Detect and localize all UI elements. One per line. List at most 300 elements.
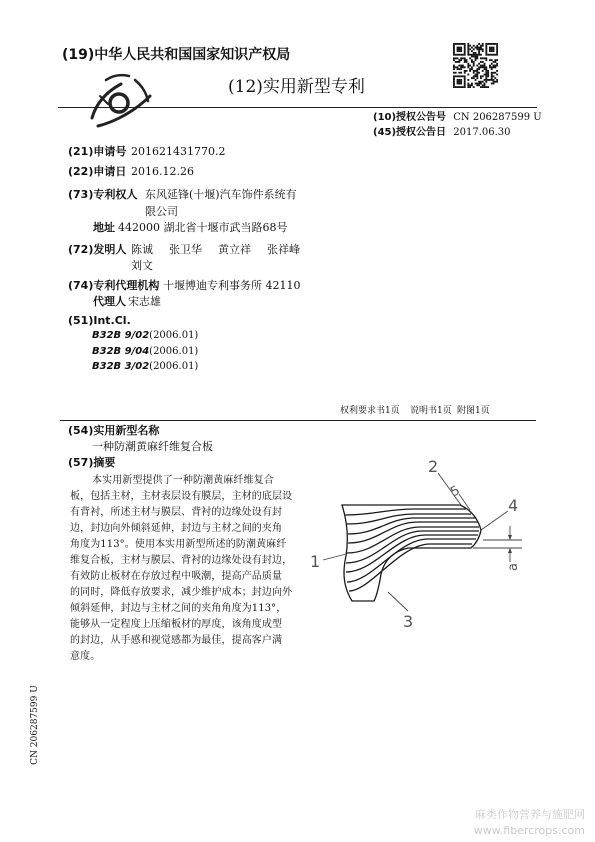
qr-module [460,59,462,61]
qr-module [493,75,495,77]
qr-module [460,66,462,68]
qr-module [475,83,477,85]
title-label: (54)实用新型名称 [68,424,160,437]
int-cl-label: (51)Int.Cl. [68,314,131,327]
qr-module [475,54,477,56]
application-number: 201621431770.2 [131,145,226,158]
utility-model-title: 一种防潮黄麻纤维复合板 [92,440,213,453]
qr-module [458,75,460,77]
qr-module [453,59,455,61]
abstract-line: 倾斜延伸，封边与主材之间的夹角角度为113°， [70,603,287,614]
figure-label-5: 5 [448,483,463,501]
qr-module [496,50,498,52]
figure-label-1: 1 [310,552,321,571]
qr-module [485,52,487,54]
qr-module [469,45,471,47]
agency-label: (74)专利代理机构 [68,279,160,292]
qr-module [467,50,469,52]
qr-module [453,83,455,85]
qr-module [453,84,455,86]
qr-module [455,54,457,56]
qr-module [458,43,460,45]
qr-module [480,83,482,85]
qr-module [457,48,459,50]
qr-module [464,52,466,54]
qr-module [491,72,493,74]
qr-module [491,59,493,61]
qr-module [471,61,473,63]
qr-module [496,70,498,72]
qr-module [476,77,478,79]
qr-module [485,81,487,83]
qr-module [460,65,462,67]
qr-module [478,63,480,65]
qr-module [476,65,478,67]
qr-module [493,61,495,63]
qr-module [482,86,484,88]
qr-module [482,48,484,50]
agency: 十堰博迪专利事务所 42110 [163,279,301,292]
inventor-name: 张卫华 [169,243,202,256]
qr-module [487,54,489,56]
qr-module [489,43,491,45]
qr-module [467,65,469,67]
qr-module [485,72,487,74]
qr-module [467,63,469,65]
section-rule [60,420,536,421]
qr-module [476,75,478,77]
qr-module [462,75,464,77]
qr-module [471,56,473,58]
agent: 宋志雄 [128,295,161,308]
figure-arrowhead [508,535,512,540]
qr-module [453,75,455,77]
figure-arrowhead [508,548,512,553]
qr-module [453,43,455,45]
qr-module [471,77,473,79]
qr-module [478,43,480,45]
qr-module [455,75,457,77]
qr-module [455,43,457,45]
qr-module [464,50,466,52]
abstract-figure [300,450,535,640]
qr-module [453,86,455,88]
qr-module [476,48,478,50]
ipc-version: (2006.01) [149,330,199,341]
qr-module [467,66,469,68]
qr-module [460,48,462,50]
qr-module [491,47,493,49]
cnipa-logo [86,70,156,130]
qr-module [491,54,493,56]
qr-module [484,86,486,88]
qr-module [478,83,480,85]
qr-module [475,57,477,59]
qr-module [476,45,478,47]
qr-module [485,86,487,88]
qr-module [455,72,457,74]
qr-module [458,72,460,74]
qr-module [458,47,460,49]
qr-module [482,70,484,72]
qr-module [482,57,484,59]
ipc-version: (2006.01) [149,346,199,357]
qr-module [491,77,493,79]
patentee-line: 东风延锋(十堰)汽车饰件系统有 [145,188,297,201]
qr-module [460,68,462,70]
figure-leader-line [323,554,346,560]
qr-module [455,61,457,63]
qr-module [453,52,455,54]
qr-module [475,56,477,58]
qr-module [455,86,457,88]
qr-module [464,47,466,49]
qr-module [494,61,496,63]
qr-module [496,45,498,47]
qr-module [466,59,468,61]
qr-module [494,43,496,45]
qr-module [478,47,480,49]
qr-module [480,77,482,79]
qr-module [478,66,480,68]
qr-module [493,43,495,45]
qr-module [473,52,475,54]
qr-module [480,57,482,59]
qr-module [462,86,464,88]
qr-module [464,54,466,56]
qr-module [485,68,487,70]
qr-module [485,47,487,49]
office-name: (19)中华人民共和国国家知识产权局 [62,47,291,63]
qr-module [462,66,464,68]
qr-module [453,65,455,67]
publication-date-row [373,128,511,138]
qr-module [478,81,480,83]
qr-module [458,81,460,83]
qr-module [482,66,484,68]
drawings-page-count: 附图1页 [457,406,490,416]
qr-module [460,43,462,45]
qr-module [458,61,460,63]
qr-module [478,50,480,52]
qr-module [489,54,491,56]
qr-module [464,83,466,85]
qr-module [462,57,464,59]
abstract-line: 维复合板，主材与膜层、背衬的边缘处设有封边， [70,555,293,566]
qr-module [494,81,496,83]
qr-module [476,68,478,70]
figure-label-3: 3 [403,612,414,631]
qr-module [494,65,496,67]
qr-module [464,72,466,74]
qr-module [473,54,475,56]
qr-module [475,74,477,76]
qr-module [469,84,471,86]
qr-module [491,66,493,68]
qr-module [466,70,468,72]
qr-module [467,83,469,85]
qr-module [485,75,487,77]
qr-module [457,50,459,52]
qr-module [453,66,455,68]
qr-module [480,47,482,49]
abstract-line: 的封边，从手感和视觉感都为最佳，提高客户满 [70,635,283,646]
qr-module [457,81,459,83]
qr-module [457,57,459,59]
qr-module [453,54,455,56]
qr-module [496,81,498,83]
qr-module [476,57,478,59]
inventor-name: 陈诚 [131,243,153,256]
qr-module [484,84,486,86]
qr-module [458,86,460,88]
qr-module [471,54,473,56]
inventor-name: 刘文 [131,259,153,272]
qr-module [473,86,475,88]
qr-module [496,52,498,54]
document-type: (12)实用新型专利 [228,77,365,97]
qr-module [482,81,484,83]
qr-module [458,59,460,61]
qr-module [460,83,462,85]
qr-module [480,66,482,68]
qr-module [453,45,455,47]
qr-module [455,66,457,68]
abstract-text [70,473,292,665]
ipc-code: B32B 9/02 [92,330,150,341]
qr-module [489,47,491,49]
qr-module [489,65,491,67]
qr-module [496,79,498,81]
qr-module [484,74,486,76]
abstract-line: 的同时，降低存放要求，减少维护成本；封边向外 [70,587,293,598]
figure-layer-line [349,544,472,591]
qr-module [453,47,455,49]
qr-module [460,54,462,56]
qr-module [480,65,482,67]
qr-module [493,48,495,50]
qr-module [464,77,466,79]
abstract-line: 有效防止板材在存放过程中吸潮，提高产品质量 [70,571,283,582]
qr-module [457,86,459,88]
qr-module [469,48,471,50]
qr-module [476,83,478,85]
qr-module [491,75,493,77]
claims-page-count: 权利要求书1页 [340,406,400,416]
qr-module [480,54,482,56]
qr-module [494,66,496,68]
figure-layer-line [347,539,476,582]
qr-module [480,48,482,50]
qr-module [480,86,482,88]
qr-module [480,81,482,83]
qr-module [453,57,455,59]
qr-module [485,43,487,45]
qr-module [467,79,469,81]
qr-module [467,45,469,47]
qr-module [460,86,462,88]
qr-module [458,83,460,85]
qr-module [491,79,493,81]
qr-module [489,48,491,50]
qr-module [476,54,478,56]
qr-module [482,45,484,47]
inventors-list [131,244,316,255]
qr-module [462,54,464,56]
qr-module [458,50,460,52]
qr-module [487,70,489,72]
qr-module [482,65,484,67]
qr-module [496,65,498,67]
qr-module [475,47,477,49]
qr-module [467,43,469,45]
qr-module [487,86,489,88]
qr-module [453,48,455,50]
qr-module [469,65,471,67]
watermark-site-name: 麻类作物营养与施肥网 [475,808,585,821]
qr-module [476,84,478,86]
qr-module [473,65,475,67]
qr-module [482,43,484,45]
abstract-line: 边，封边向外倾斜延伸，封边与主材之间的夹角 [70,523,283,534]
qr-module [491,43,493,45]
figure-leader-line [481,511,508,530]
qr-module [493,72,495,74]
qr-module [493,50,495,52]
qr-module [464,48,466,50]
qr-module [457,66,459,68]
qr-module [496,74,498,76]
qr-module [478,54,480,56]
qr-module [464,75,466,77]
qr-module [484,79,486,81]
qr-module [464,43,466,45]
qr-module [478,68,480,70]
qr-module [457,75,459,77]
qr-module [453,77,455,79]
qr-module [462,43,464,45]
figure-layer-line [346,531,479,563]
qr-module [485,79,487,81]
application-date-label: (22)申请日 [68,165,127,178]
qr-module [473,45,475,47]
qr-module [480,61,482,63]
qr-module [487,74,489,76]
qr-module [491,74,493,76]
figure-label-a: a [506,563,521,571]
qr-module [476,47,478,49]
qr-module [485,48,487,50]
qr-module [457,47,459,49]
qr-module [496,48,498,50]
qr-module [475,79,477,81]
qr-module [494,54,496,56]
qr-module [471,66,473,68]
qr-module [464,70,466,72]
qr-module [464,66,466,68]
watermark-url: www.fibercrops.com [473,824,585,837]
qr-module [473,61,475,63]
qr-module [467,47,469,49]
qr-module [473,70,475,72]
qr-module [460,75,462,77]
qr-module [480,75,482,77]
abstract-line: 角度为113°。使用本实用新型所述的防潮黄麻纤 [70,539,287,550]
qr-module [487,43,489,45]
qr-module [467,52,469,54]
qr-module [457,43,459,45]
qr-module [480,45,482,47]
qr-module [482,84,484,86]
qr-module [473,56,475,58]
qr-module [478,72,480,74]
qr-module [460,81,462,83]
qr-module [460,79,462,81]
qr-module [485,66,487,68]
qr-code [453,43,498,88]
qr-module [467,74,469,76]
inventor-name: 张祥峰 [267,243,300,256]
qr-module [464,86,466,88]
publication-date-label: (45)授权公告日 [373,127,447,138]
application-date: 2016.12.26 [131,165,194,178]
qr-module [484,83,486,85]
qr-module [471,83,473,85]
qr-module [467,86,469,88]
qr-module [493,65,495,67]
qr-module [493,66,495,68]
qr-module [453,68,455,70]
qr-module [469,70,471,72]
qr-module [493,83,495,85]
qr-module [496,63,498,65]
qr-module [458,48,460,50]
qr-module [485,77,487,79]
qr-module [462,65,464,67]
qr-module [453,79,455,81]
qr-module [491,83,493,85]
qr-module [484,66,486,68]
agent-label: 代理人 [93,295,126,308]
qr-module [458,68,460,70]
qr-module [475,70,477,72]
qr-module [453,50,455,52]
qr-module [476,70,478,72]
qr-module [484,68,486,70]
qr-module [484,63,486,65]
qr-module [457,61,459,63]
qr-module [471,84,473,86]
qr-module [476,72,478,74]
qr-module [491,68,493,70]
description-page-count: 说明书1页 [410,406,452,416]
qr-module [467,84,469,86]
qr-module [467,48,469,50]
figure-leader-line [388,592,408,611]
qr-module [473,63,475,65]
qr-module [491,50,493,52]
qr-module [471,68,473,70]
abstract-line: 能够从一定程度上压缩板材的厚度，该角度成型 [70,619,283,630]
qr-module [467,54,469,56]
qr-module [473,75,475,77]
qr-module [494,72,496,74]
qr-module [489,66,491,68]
qr-module [493,79,495,81]
qr-module [457,83,459,85]
qr-module [485,50,487,52]
figure-label-2: 2 [428,457,439,476]
